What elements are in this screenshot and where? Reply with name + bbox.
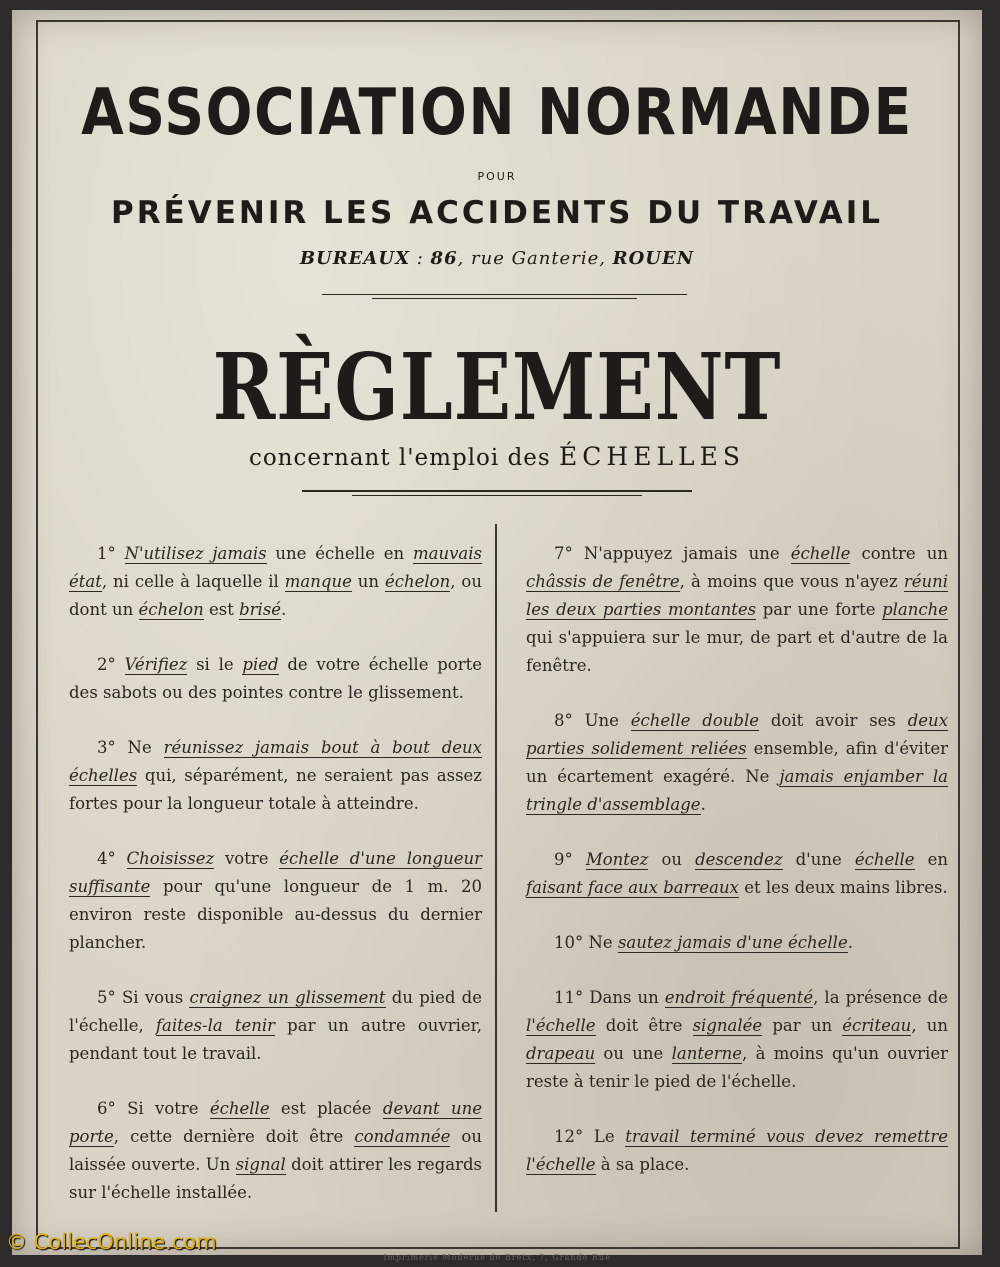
- emphasis-text: sautez jamais d'une échelle: [617, 933, 848, 952]
- article-text: ou une: [595, 1044, 672, 1063]
- article-text: est placée: [269, 1099, 383, 1118]
- emphasis-text: condamnée: [354, 1127, 451, 1146]
- article-text: , la présence de: [813, 988, 948, 1007]
- article-number: 7°: [554, 544, 573, 563]
- emphasis-text: châssis de fenêtre: [526, 572, 680, 591]
- article-text: par un: [762, 1016, 843, 1035]
- article-text: , à moins que vous n'ayez: [679, 572, 904, 591]
- emphasis-text: craignez un glissement: [189, 988, 386, 1007]
- subtitle-echelles: ÉCHELLES: [559, 442, 746, 471]
- emphasis-text: écriteau: [842, 1016, 912, 1035]
- article-text: votre: [214, 849, 280, 868]
- article-text: d'une: [782, 850, 855, 869]
- article-text: doit avoir ses: [759, 711, 908, 730]
- emphasis-text: brisé: [239, 600, 282, 619]
- reglement-subtitle: [12, 442, 982, 471]
- article-8: [526, 707, 948, 819]
- article-number: 11°: [554, 988, 584, 1007]
- article-text: Si vous: [115, 988, 190, 1007]
- article-text: qui, séparément, ne seraient pas assez fortes pour la longueur totale à atteindre.: [69, 766, 482, 813]
- article-text: [116, 655, 125, 674]
- article-text: Si votre: [115, 1099, 210, 1118]
- article-text: ou: [648, 850, 696, 869]
- emphasis-text: lanterne: [671, 1044, 743, 1063]
- subtitle-rule-thin: [352, 495, 642, 496]
- header-rule-thin: [372, 298, 637, 299]
- article-text: Ne: [115, 738, 164, 757]
- emphasis-text: signal: [235, 1155, 286, 1174]
- article-number: 12°: [554, 1127, 584, 1146]
- association-title: ASSOCIATION NORMANDE: [81, 76, 913, 150]
- article-12: [526, 1123, 948, 1179]
- bureaux-street: , rue Ganterie,: [457, 248, 613, 269]
- header-rule: [322, 294, 687, 295]
- pour-label: POUR: [477, 170, 517, 183]
- article-text: ensemble, afin d'éviter un écartement exagéré. Ne: [526, 739, 948, 786]
- article-text: du pied de l'échelle,: [69, 988, 482, 1035]
- article-text: de votre échelle porte des sabots ou des pointes contre le glissement.: [69, 655, 482, 702]
- emphasis-text: manque: [284, 572, 352, 591]
- article-text: Dans un: [583, 988, 665, 1007]
- article-text: [116, 849, 127, 868]
- emphasis-text: jamais enjamber la tringle d'assemblage: [526, 767, 948, 814]
- emphasis-text: endroit fréquenté: [664, 988, 814, 1007]
- article-3: [69, 734, 482, 818]
- article-text: .: [847, 933, 853, 952]
- article-number: 3°: [97, 738, 116, 757]
- article-text: doit être: [595, 1016, 693, 1035]
- article-text: [573, 850, 586, 869]
- article-1: [69, 540, 482, 624]
- emphasis-text: échelle d'une longueur suffisante: [69, 849, 482, 896]
- bureaux-number: 86: [430, 248, 458, 269]
- emphasis-text: drapeau: [526, 1044, 596, 1063]
- article-text: par un autre ouvrier, pendant tout le travail.: [69, 1016, 482, 1063]
- watermark: © ColleсOnline.com: [6, 1230, 217, 1254]
- reglement-title: RÈGLEMENT: [212, 333, 782, 441]
- emphasis-text: mauvais état: [69, 544, 483, 591]
- articles-right-column: [526, 540, 948, 1206]
- subtitle-rule: [302, 490, 692, 492]
- article-text: N'appuyez jamais une: [572, 544, 791, 563]
- article-number: 8°: [554, 711, 573, 730]
- poster-sheet: [12, 10, 982, 1262]
- emphasis-text: descendez: [695, 850, 783, 869]
- bureaux-address: [12, 248, 982, 269]
- emphasis-text: deux parties solidement reliées: [526, 711, 948, 758]
- article-2: [69, 651, 482, 707]
- article-text: ou laissée ouverte. Un: [69, 1127, 482, 1174]
- article-number: 9°: [554, 850, 573, 869]
- emphasis-text: échelle: [790, 544, 851, 563]
- article-text: et les deux mains libres.: [738, 878, 948, 897]
- printer-credit: Imprimerie Moderne de Bretx, 7, Grande Rue: [383, 1253, 611, 1262]
- article-text: , ou dont un: [69, 572, 482, 619]
- article-text: , à moins qu'un ouvrier reste à tenir le pied de l'échelle.: [526, 1044, 948, 1091]
- article-text: Une: [572, 711, 631, 730]
- article-11: [526, 984, 948, 1096]
- article-5: [69, 984, 482, 1068]
- emphasis-text: planche: [882, 600, 949, 619]
- article-text: est: [203, 600, 240, 619]
- article-text: qui s'appuiera sur le mur, de part et d'autre de la fenêtre.: [526, 628, 948, 675]
- article-text: si le: [187, 655, 243, 674]
- article-number: 4°: [97, 849, 116, 868]
- emphasis-text: réunissez jamais bout à bout deux échelles: [69, 738, 482, 785]
- article-text: doit attirer les regards sur l'échelle installée.: [69, 1155, 482, 1202]
- article-9: [526, 846, 948, 902]
- article-text: , cette dernière doit être: [113, 1127, 355, 1146]
- article-7: [526, 540, 948, 680]
- article-text: pour qu'une longueur de 1 m. 20 environ reste disponible au-dessus du dernier plancher.: [69, 877, 482, 952]
- emphasis-text: devant une porte: [69, 1099, 482, 1146]
- emphasis-text: Choisissez: [126, 849, 215, 868]
- bureaux-separator: :: [410, 248, 431, 269]
- emphasis-text: échelon: [138, 600, 204, 619]
- emphasis-text: échelle: [209, 1099, 270, 1118]
- article-text: .: [281, 600, 287, 619]
- article-text: une échelle en: [266, 544, 413, 563]
- emphasis-text: Vérifiez: [124, 655, 188, 674]
- article-10: [526, 929, 948, 957]
- article-text: , ni celle à laquelle il: [101, 572, 285, 591]
- article-number: 2°: [97, 655, 116, 674]
- article-number: 6°: [97, 1099, 116, 1118]
- subtitle-text: concernant l'emploi des: [248, 445, 560, 471]
- article-text: en: [914, 850, 948, 869]
- article-number: 5°: [97, 988, 116, 1007]
- article-text: Le: [583, 1127, 626, 1146]
- article-text: [116, 544, 125, 563]
- emphasis-text: échelon: [384, 572, 451, 591]
- article-4: [69, 845, 482, 957]
- article-number: 1°: [97, 544, 116, 563]
- emphasis-text: réuni les deux parties montantes: [526, 572, 948, 619]
- emphasis-text: pied: [242, 655, 279, 674]
- emphasis-text: N'utilisez jamais: [124, 544, 267, 563]
- article-text: un: [351, 572, 385, 591]
- prevenir-title: PRÉVENIR LES ACCIDENTS DU TRAVAIL: [110, 195, 884, 231]
- column-divider: [495, 524, 497, 1212]
- emphasis-text: Montez: [585, 850, 649, 869]
- article-text: contre un: [850, 544, 948, 563]
- article-6: [69, 1095, 482, 1207]
- article-number: 10°: [554, 933, 584, 952]
- articles-left-column: [69, 540, 482, 1234]
- article-text: à sa place.: [595, 1155, 690, 1174]
- emphasis-text: signalée: [692, 1016, 763, 1035]
- article-text: Ne: [583, 933, 618, 952]
- emphasis-text: échelle double: [630, 711, 760, 730]
- emphasis-text: échelle: [854, 850, 915, 869]
- article-text: .: [700, 795, 706, 814]
- emphasis-text: l'échelle: [526, 1016, 596, 1035]
- bureaux-label: BUREAUX: [299, 248, 411, 269]
- bureaux-city: ROUEN: [612, 248, 695, 269]
- article-text: par une forte: [756, 600, 883, 619]
- article-text: , un: [911, 1016, 949, 1035]
- emphasis-text: faisant face aux barreaux: [526, 878, 739, 897]
- emphasis-text: travail terminé vous devez remettre l'échelle: [526, 1127, 948, 1174]
- emphasis-text: faites-la tenir: [155, 1016, 276, 1035]
